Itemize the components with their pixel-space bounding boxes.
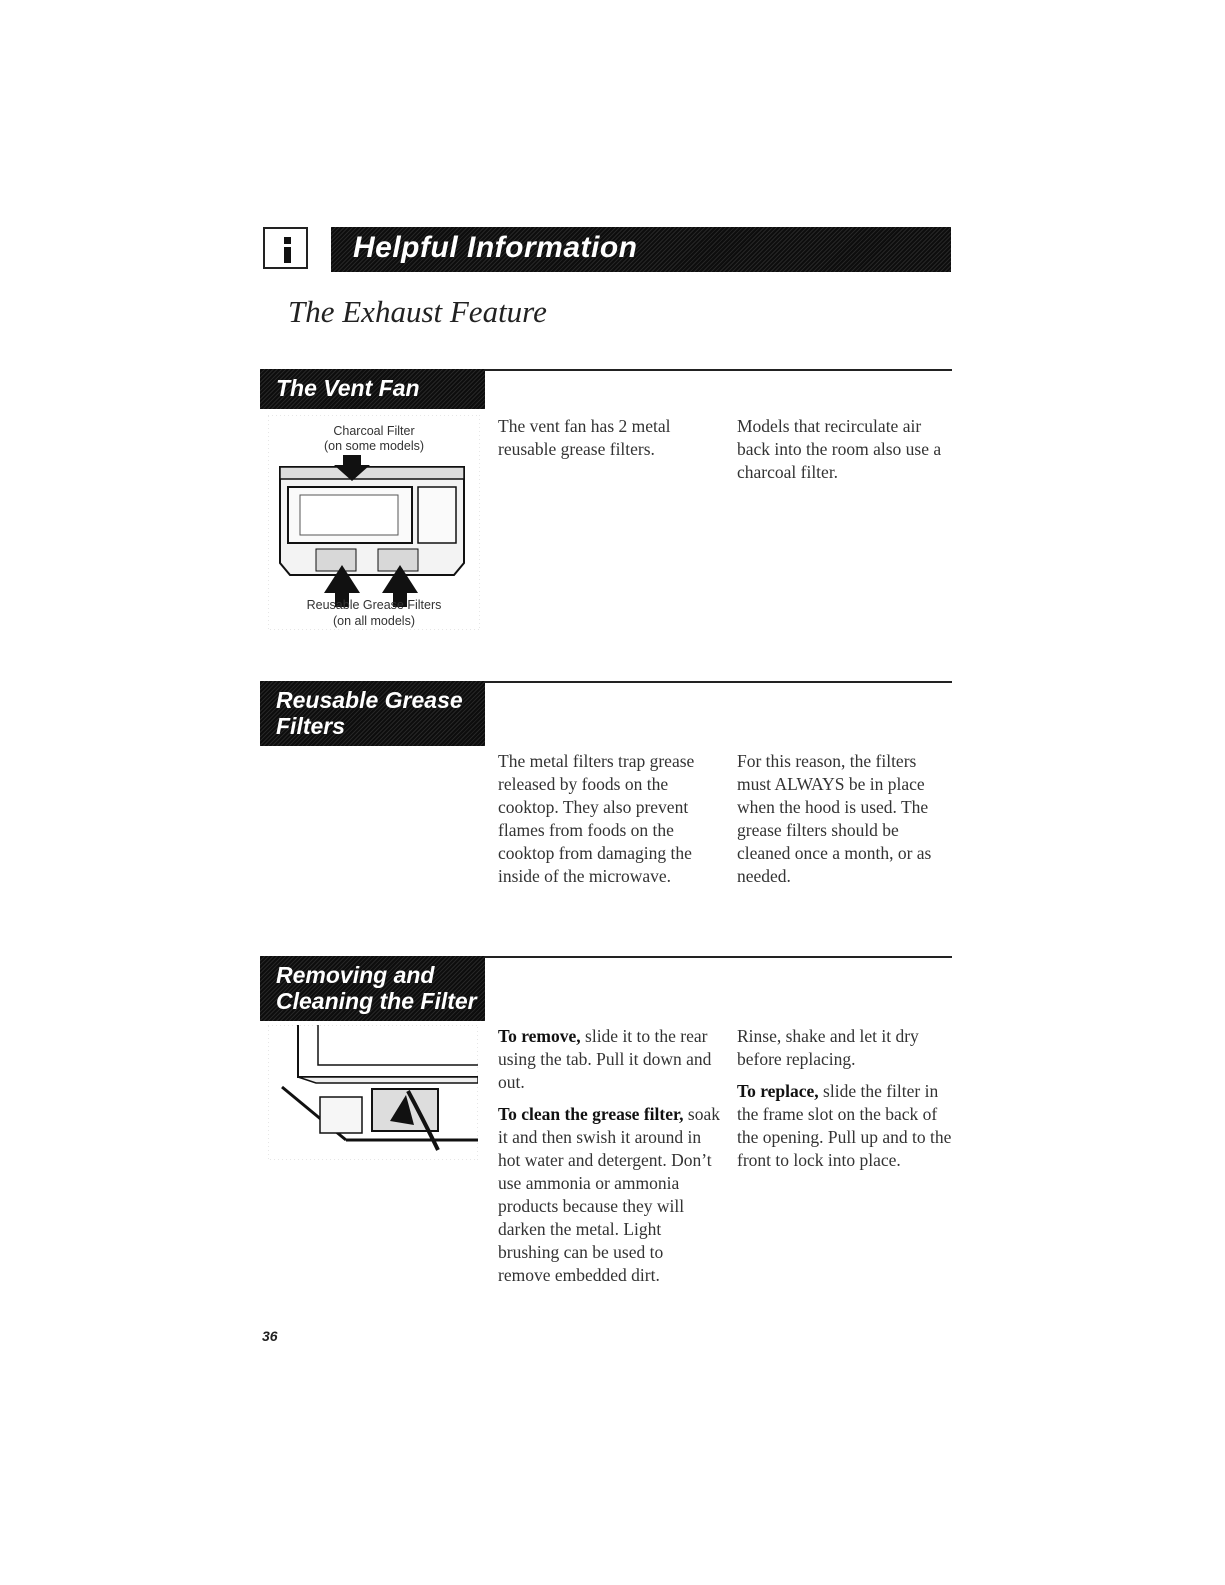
charcoal-filter-note: (on some models) — [323, 439, 425, 453]
charcoal-filter-label: Charcoal Filter — [333, 424, 415, 438]
grease-filters-text-1: The metal filters trap grease released by foods on the cooktop. They also prevent flames from foods on the cooktop from damaging the inside of the microwave. — [498, 751, 695, 886]
grease-filters-label: Reusable Grease Filters — [306, 598, 442, 612]
page-subtitle: The Exhaust Feature — [288, 294, 547, 329]
header-banner — [331, 227, 951, 272]
to-remove-text: slide it to the rear using the tab. Pull it down and out. — [498, 1026, 712, 1092]
cleaning-col1 — [498, 1025, 720, 1296]
section-heading-cleaning: Removing and Cleaning the Filter — [260, 956, 485, 1021]
grease-filters-text-2: For this reason, the filters must ALWAYS be in place when the hood is used. The grease filters should be cleaned once a month, or as needed. — [737, 751, 932, 886]
grease-filters-col1 — [498, 750, 718, 897]
section-heading-vent-fan: The Vent Fan — [260, 369, 485, 409]
rinse-text: Rinse, shake and let it dry before replacing. — [737, 1026, 919, 1069]
section-rule — [485, 681, 952, 683]
grease-filters-note: (on all models) — [333, 614, 415, 628]
header-title: Helpful Information — [353, 231, 638, 264]
info-icon — [263, 227, 308, 269]
filter-removal-illustration — [268, 1025, 478, 1160]
to-remove-label: To remove, — [498, 1026, 581, 1046]
to-clean-text: soak it and then swish it around in hot water and detergent. Don’t use ammonia or ammonia products because they will darken the metal. Light brushing can be used to remove embedded dirt. — [498, 1104, 720, 1285]
to-replace-text: slide the filter in the frame slot on the back of the opening. Pull up and to the front to lock into place. — [737, 1081, 952, 1170]
grease-filters-col2 — [737, 750, 952, 897]
to-clean-label: To clean the grease filter, — [498, 1104, 684, 1124]
section-rule — [485, 369, 952, 371]
vent-fan-col1 — [498, 415, 718, 470]
to-replace-label: To replace, — [737, 1081, 819, 1101]
page-number: 36 — [262, 1328, 278, 1344]
vent-fan-text-1: The vent fan has 2 metal reusable grease filters. — [498, 416, 671, 459]
section-heading-grease-filters: Reusable Grease Filters — [260, 681, 485, 746]
vent-fan-col2 — [737, 415, 957, 493]
cleaning-col2 — [737, 1025, 952, 1181]
section-rule — [485, 956, 952, 958]
vent-fan-text-2: Models that recirculate air back into the room also use a charcoal filter. — [737, 416, 942, 482]
